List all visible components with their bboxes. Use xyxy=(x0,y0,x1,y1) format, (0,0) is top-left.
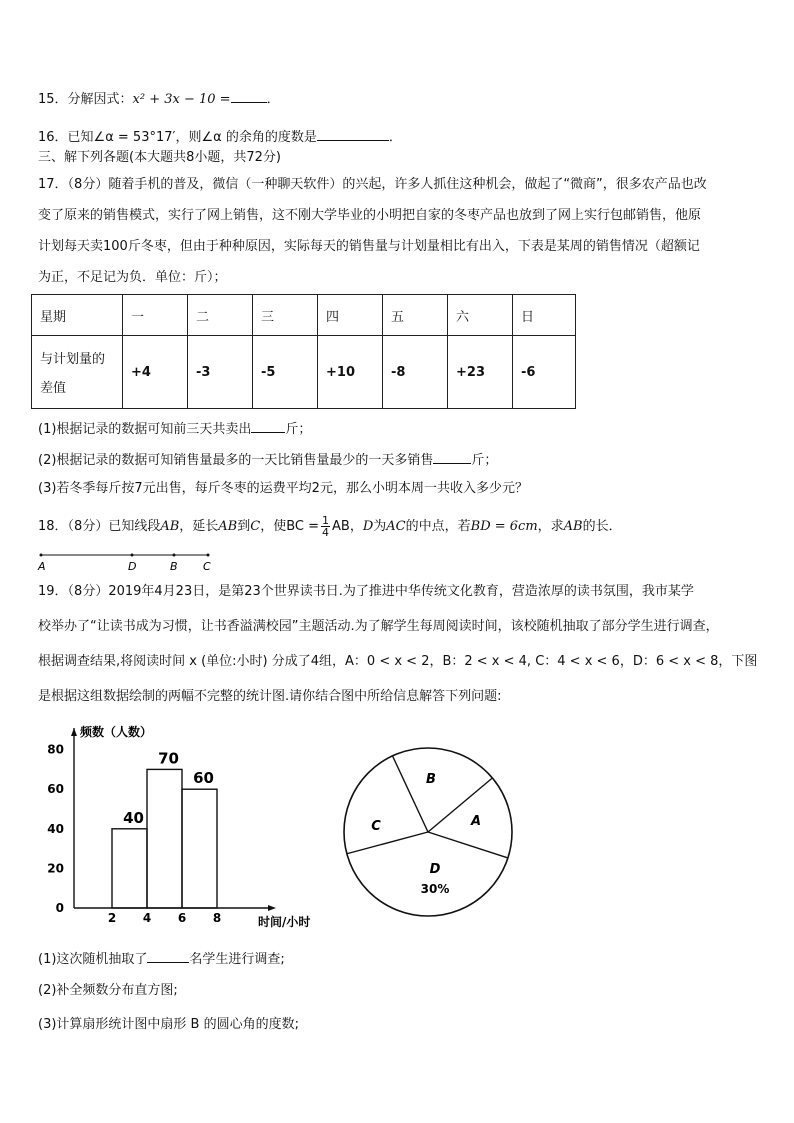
table-cell: -8 xyxy=(383,336,448,409)
bar-value-label: 60 xyxy=(193,769,214,788)
x-tick-label: 4 xyxy=(142,911,152,925)
fraction: $\frac{1}{4}$ xyxy=(322,514,330,539)
table-row xyxy=(32,295,576,336)
pie-slice-label: C xyxy=(371,819,381,834)
answer-blank[interactable] xyxy=(433,449,471,464)
table-header-cell: 日 xyxy=(513,295,576,336)
q17-sub-3: (3)若冬季每斤按7元出售，每斤冬枣的运费平均2元，那么小明本周一共收入多少元？ xyxy=(38,481,528,496)
frequency-histogram xyxy=(40,712,330,937)
point-label-b: B xyxy=(170,560,178,573)
point-label-a: A xyxy=(38,560,46,573)
q17-sub-2: (2)根据记录的数据可知销售量最多的一天比销售量最少的一天多销售 斤； xyxy=(38,449,497,470)
table-cell: -3 xyxy=(188,336,253,409)
x-tick-label: 2 xyxy=(107,911,117,925)
histogram-plot xyxy=(47,724,310,929)
q17-text-line: 17．（8分）随着手机的普及，微信（一种聊天软件）的兴起，许多人抓住这种机会，做起了“微商”，很多农产品也改 xyxy=(38,177,707,192)
answer-blank[interactable] xyxy=(147,948,189,963)
q17-text-line: 为正，不足记为负．单位：斤）； xyxy=(38,270,227,285)
q19-text-line: 校举办了“让读书成为习惯，让书香溢满校园”主题活动.为了解学生每周阅读时间，该校随机抽取了部分学生进行调查， xyxy=(38,619,719,634)
point-label-c: C xyxy=(203,560,211,573)
bar-value-label: 70 xyxy=(158,749,179,768)
q17-text-line: 变了原来的销售模式，实行了网上销售，这不刚大学毕业的小明把自家的冬枣产品也放到了网上实行包邮销售，他原 xyxy=(38,208,702,223)
q19-sub-1: (1)这次随机抽取了 名学生进行调查; xyxy=(38,948,285,969)
q17-text-line: 计划每天卖100斤冬枣，但由于种种原因，实际每天的销售量与计划量相比有出入，下表是某周的销售情况（超额记 xyxy=(38,239,700,254)
q17-sub-1: (1)根据记录的数据可知前三天共卖出 斤； xyxy=(38,418,311,439)
y-tick-label: 80 xyxy=(47,742,64,757)
table-cell: +23 xyxy=(448,336,513,409)
table-header-cell: 五 xyxy=(383,295,448,336)
point-label-d: D xyxy=(128,560,137,573)
table-header-cell: 二 xyxy=(188,295,253,336)
pie-slice-boundary xyxy=(393,756,428,832)
point-d xyxy=(131,554,134,557)
answer-blank[interactable] xyxy=(317,126,389,141)
section-heading: 三、解下列各题(本大题共8小题，共72分) xyxy=(38,150,281,165)
table-cell: -6 xyxy=(513,336,576,409)
answer-blank[interactable] xyxy=(251,418,285,433)
answer-blank[interactable] xyxy=(231,88,267,103)
table-cell: +10 xyxy=(318,336,383,409)
point-c xyxy=(207,554,210,557)
histogram-bar xyxy=(112,829,147,908)
q19-text-line: 是根据这组数据绘制的两幅不完整的统计图.请你结合图中所给信息解答下列问题: xyxy=(38,689,502,704)
table-header-cell: 六 xyxy=(448,295,513,336)
pie-slice-percent: 30% xyxy=(420,882,450,896)
x-axis-label: 时间/小时 xyxy=(258,915,311,929)
segment-diagram xyxy=(36,548,216,574)
histogram-bar xyxy=(182,789,217,908)
pie-slice-boundary xyxy=(347,832,428,854)
pie-slice-label: D xyxy=(429,862,441,877)
q19-sub-3: (3)计算扇形统计图中扇形 B 的圆心角的度数; xyxy=(38,1017,299,1032)
pie-slice-boundary xyxy=(428,832,508,858)
pie-slice-label: B xyxy=(426,772,436,787)
table-header-cell: 一 xyxy=(123,295,188,336)
y-axis-label: 频数（人数） xyxy=(80,725,153,739)
y-tick-label: 0 xyxy=(55,901,64,915)
pie-slice-boundary xyxy=(428,778,492,832)
pie-slice-label: A xyxy=(470,814,482,829)
table-row-label: 与计划量的 差值 xyxy=(32,336,123,409)
x-tick-label: 8 xyxy=(212,911,222,925)
pie-plot xyxy=(344,748,512,916)
q19-text-line: 19．（8分）2019年4月23日，是第23个世界读书日.为了推进中华传统文化教育，营造浓厚的读书氛围，我市某学 xyxy=(38,584,694,599)
x-tick-label: 6 xyxy=(177,911,187,925)
table-header-cell: 星期 xyxy=(32,295,123,336)
table-header-cell: 四 xyxy=(318,295,383,336)
sales-difference-table xyxy=(31,294,576,409)
point-b xyxy=(173,554,176,557)
table-row xyxy=(32,336,576,409)
y-tick-label: 60 xyxy=(47,782,64,797)
bar-value-label: 40 xyxy=(123,808,144,827)
q19-text-line: 根据调查结果,将阅读时间 x (单位:小时) 分成了4组，A：0 < x < 2，B：2 < x < 4, C：4 < x < 6，D：6 < x < 8，下图 xyxy=(38,654,758,669)
question-16: 16．已知∠α = 53°17′，则∠α 的余角的度数是 ． xyxy=(38,126,402,147)
y-tick-label: 20 xyxy=(47,861,64,876)
y-tick-label: 40 xyxy=(47,821,64,836)
q19-sub-2: (2)补全频数分布直方图; xyxy=(38,983,178,998)
y-axis-arrow xyxy=(71,728,77,736)
point-a xyxy=(40,554,43,557)
table-cell: -5 xyxy=(253,336,318,409)
question-18: 18．（8分）已知线段AB，延长AB到C，使BC = $\frac{1}{4}$ AB，D为AC的中点，若BD = 6cm，求AB的长． xyxy=(38,514,622,539)
histogram-bar xyxy=(147,769,182,908)
pie-chart xyxy=(338,745,528,925)
table-header-cell: 三 xyxy=(253,295,318,336)
x-axis-arrow xyxy=(268,905,276,911)
question-15: 15．分解因式：x² + 3x − 10 = ． xyxy=(38,88,280,109)
table-cell: +4 xyxy=(123,336,188,409)
